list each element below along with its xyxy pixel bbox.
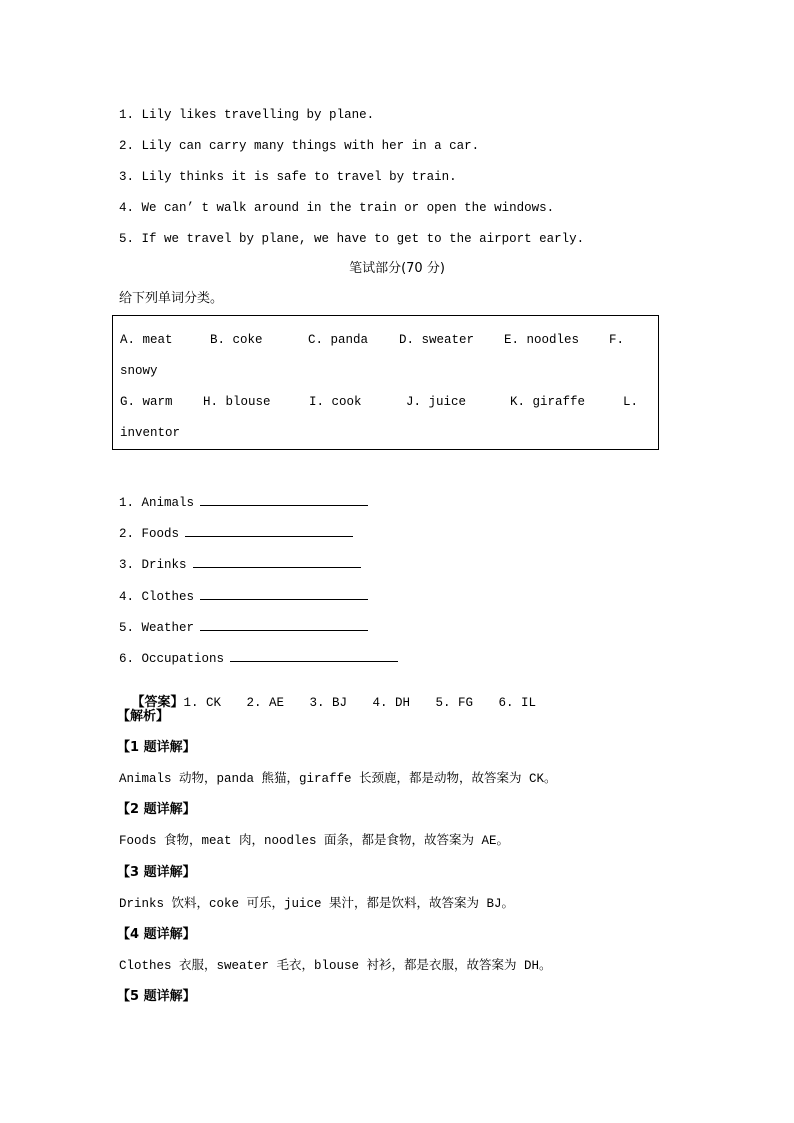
category-number: 1. (119, 496, 135, 510)
option-label: L. (623, 395, 639, 409)
statement-number: 1. (119, 108, 135, 122)
option-label: K. (510, 395, 526, 409)
statement-number: 5. (119, 232, 135, 246)
word-option (203, 394, 271, 410)
detail-heading: 【1 题详解】 (117, 740, 196, 755)
statement-text: Lily can carry many things with her in a car. (141, 139, 480, 153)
category-item (119, 587, 368, 605)
category-number: 5. (119, 621, 135, 635)
statement-item (119, 107, 374, 123)
word-option (308, 332, 368, 348)
statement-item (119, 200, 554, 216)
detail-text: Drinks 饮料，coke 可乐，juice 果汁，都是饮料，故答案为 BJ。 (119, 897, 515, 911)
answer-blank[interactable] (200, 587, 368, 600)
answer-item: 4. DH (372, 696, 410, 710)
word-option (406, 394, 466, 410)
answer-item: 3. BJ (309, 696, 347, 710)
word-option (120, 332, 173, 348)
detail-heading: 【4 题详解】 (117, 927, 196, 942)
answer-item: 1. CK (183, 696, 221, 710)
word-option (210, 332, 263, 348)
answer-line (117, 678, 536, 711)
category-label: Occupations (141, 652, 225, 666)
statement-text: If we travel by plane, we have to get to the airport early. (141, 232, 585, 246)
statement-number: 3. (119, 170, 135, 184)
word-option (504, 332, 579, 348)
statement-number: 2. (119, 139, 135, 153)
section-title: 笔试部分(70 分) (349, 261, 445, 276)
detail-text: Animals 动物，panda 熊猫，giraffe 长颈鹿，都是动物，故答案为 CK。 (119, 772, 557, 786)
word-option (510, 394, 585, 410)
answer-item: 5. FG (435, 696, 473, 710)
option-word: noodles (526, 333, 580, 347)
option-label: B. (210, 333, 226, 347)
answer-blank[interactable] (193, 555, 361, 568)
word-option (399, 332, 474, 348)
instruction-text: 给下列单词分类。 (119, 291, 224, 306)
option-word: blouse (225, 395, 271, 409)
category-label: Drinks (141, 558, 187, 572)
option-label: G. (120, 395, 136, 409)
answer-blank[interactable] (200, 493, 368, 506)
option-label: I. (309, 395, 325, 409)
category-label: Weather (141, 621, 195, 635)
statement-text: We can’ t walk around in the train or open the windows. (141, 201, 555, 215)
option-word: coke (232, 333, 263, 347)
option-word: giraffe (532, 395, 586, 409)
option-word: meat (142, 333, 173, 347)
option-label: J. (406, 395, 422, 409)
option-label: F. (609, 333, 625, 347)
category-item (119, 493, 368, 511)
option-word: panda (330, 333, 369, 347)
option-label: H. (203, 395, 219, 409)
detail-heading: 【5 题详解】 (117, 989, 196, 1004)
category-item (119, 618, 368, 636)
answer-blank[interactable] (185, 524, 353, 537)
statement-item (119, 231, 584, 247)
category-item (119, 555, 361, 573)
option-word: juice (428, 395, 467, 409)
word-option (120, 394, 173, 410)
analysis-tag: 【解析】 (117, 709, 170, 724)
detail-text: Foods 食物，meat 肉，noodles 面条，都是食物，故答案为 AE。 (119, 834, 510, 848)
option-word: inventor (120, 426, 181, 440)
detail-heading: 【2 题详解】 (117, 802, 196, 817)
option-label: A. (120, 333, 136, 347)
category-number: 3. (119, 558, 135, 572)
word-option (309, 394, 362, 410)
option-word: cook (331, 395, 362, 409)
detail-text: Clothes 衣服，sweater 毛衣，blouse 衬衫，都是衣服，故答案为 DH。 (119, 959, 552, 973)
answer-tag: 【答案】 (131, 695, 184, 710)
option-word: warm (142, 395, 173, 409)
answer-blank[interactable] (230, 649, 398, 662)
category-label: Foods (141, 527, 180, 541)
statement-number: 4. (119, 201, 135, 215)
answer-item: 6. IL (498, 696, 536, 710)
category-label: Clothes (141, 590, 195, 604)
option-label: E. (504, 333, 520, 347)
statement-item (119, 169, 457, 185)
option-word: snowy (120, 364, 158, 378)
word-box (112, 315, 659, 450)
option-word: sweater (421, 333, 475, 347)
statement-text: Lily thinks it is safe to travel by train. (141, 170, 457, 184)
category-number: 2. (119, 527, 135, 541)
category-label: Animals (141, 496, 195, 510)
option-label: C. (308, 333, 324, 347)
category-item (119, 524, 353, 542)
detail-heading: 【3 题详解】 (117, 865, 196, 880)
category-item (119, 649, 398, 667)
statement-text: Lily likes travelling by plane. (141, 108, 375, 122)
option-label: D. (399, 333, 415, 347)
answer-item: 2. AE (246, 696, 284, 710)
category-number: 4. (119, 590, 135, 604)
statement-item (119, 138, 479, 154)
answer-blank[interactable] (200, 618, 368, 631)
category-number: 6. (119, 652, 135, 666)
